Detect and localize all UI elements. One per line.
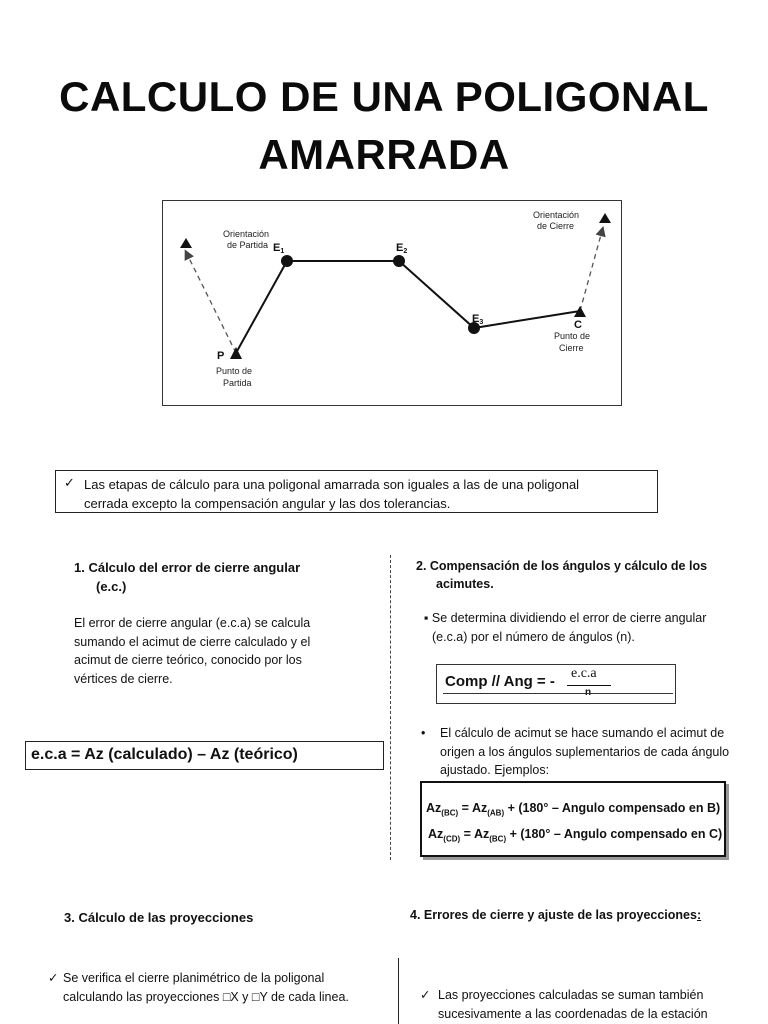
section-4-heading-text: 4. Errores de cierre y ajuste de las proyecciones [410,908,697,922]
azimuth-formula-box [420,781,726,857]
page-title [0,68,768,184]
section-4-body-line-1: Las proyecciones calculadas se suman también [438,988,704,1002]
section-1-body-line-2: sumando el acimut de cierre calculado y el [74,634,311,649]
title-line-2: AMARRADA [258,131,510,178]
point-P-triangle [230,347,242,359]
orientation-start-triangle [180,238,192,248]
section-1-heading-line-2: (e.c.) [96,579,127,594]
station-E2 [393,255,405,267]
section-1-body-line-3: acimut de cierre teórico, conocido por los [74,653,302,667]
bullet-dot: • [421,726,426,740]
section-4-body [420,986,760,1023]
compensation-denominator: n [585,687,592,698]
polygon-diagram [162,200,622,406]
label-P: P [217,350,225,362]
section-1-heading-line-1: 1. Cálculo del error de cierre angular [74,560,301,575]
section-2-bullet-1 [424,609,764,646]
note-text [84,475,649,513]
section-2-heading [416,557,756,593]
compensation-formula-box [436,664,676,704]
label-E3: E3 [472,313,484,326]
section-3-body [48,969,388,1006]
section-2-bullet-1-line-1: ▪ Se determina dividiendo el error de cierre angular [424,611,707,625]
label-E2: E2 [396,242,408,255]
section-1-body-line-4: vértices de cierre. [74,671,173,686]
label-punto-cierre-1: Punto de [554,331,591,341]
section-2-bullet-2-line-3: ajustado. Ejemplos: [440,763,550,777]
note-line-2: cerrada excepto la compensación angular y las dos tolerancias. [84,496,451,511]
label-orientacion-partida-2: de Partida [227,240,269,250]
section-4-divider [398,958,399,1024]
check-icon: ✓ [420,988,431,1002]
section-4-heading-colon: : [696,908,702,922]
check-icon: ✓ [48,971,59,985]
column-divider [390,555,391,860]
orientation-end-line [580,231,602,311]
section-2-heading-line-1: 2. Compensación de los ángulos y cálculo de los [416,559,708,573]
orientation-end-triangle [599,213,611,223]
section-1-body-line-1: El error de cierre angular (e.c.a) se calcula [74,616,311,630]
label-punto-partida-1: Punto de [216,366,253,376]
station-E1 [281,255,293,267]
section-3-body-line-2: calculando las proyecciones □X y □Y de cada linea. [63,989,349,1004]
label-E1: E1 [273,242,285,255]
comp-underline [443,693,673,694]
polygon-diagram-svg [163,201,621,405]
section-2-heading-line-2: acimutes. [436,577,494,591]
label-C: C [574,319,582,331]
label-orientacion-cierre-1: Orientación [533,210,580,220]
title-line-1: CALCULO DE UNA POLIGONAL [59,73,709,120]
section-4-body-line-2: sucesivamente a las coordenadas de la estación [438,1006,708,1021]
azimuth-formula-2: $Az_{(CD)} = Az_{(BC)} + (180^\circ$ – Angulo compensado en C) [428,827,723,844]
section-2-bullet-2-line-2: origen a los ángulos suplementarios de cada ángulo [440,744,730,759]
traverse-line [236,261,580,353]
label-orientacion-partida-1: Orientación [223,229,270,239]
section-2-bullet-1-line-2: (e.c.a) por el número de ángulos (n). [432,629,635,644]
eca-formula: e.c.a = Az (calculado) – Az (teórico) [31,746,298,763]
orientation-start-line [187,254,236,353]
section-1-heading [74,558,364,596]
azimuth-formula-1: $Az_{(BC)} = Az_{(AB)} + (180^\circ$ – Angulo compensado en B) [426,801,721,818]
section-3-body-line-1: Se verifica el cierre planimétrico de la poligonal [63,971,325,985]
section-2-bullet-2-text [421,724,761,780]
check-icon: ✓ [64,475,75,490]
label-punto-partida-2: Partida [223,378,252,388]
eca-formula-box [25,741,384,770]
section-2-bullet-2-line-1: El cálculo de acimut se hace sumando el acimut de [440,726,725,740]
note-box [55,470,658,513]
section-3-body-text [48,969,388,1006]
fraction-bar [567,685,611,686]
section-1-body [74,614,374,688]
compensation-formula-text: Comp // Ang = - [445,673,555,690]
section-4-body-text [420,986,760,1023]
label-orientacion-cierre-2: de Cierre [537,221,575,231]
section-4-heading [410,906,760,925]
label-punto-cierre-2: Cierre [559,343,584,353]
section-2-bullet-2 [421,724,761,780]
compensation-numerator: e.c.a [571,666,597,681]
section-3-heading: 3. Cálculo de las proyecciones [64,910,254,925]
note-line-1: Las etapas de cálculo para una poligonal amarrada son iguales a las de una poligonal [84,477,580,492]
